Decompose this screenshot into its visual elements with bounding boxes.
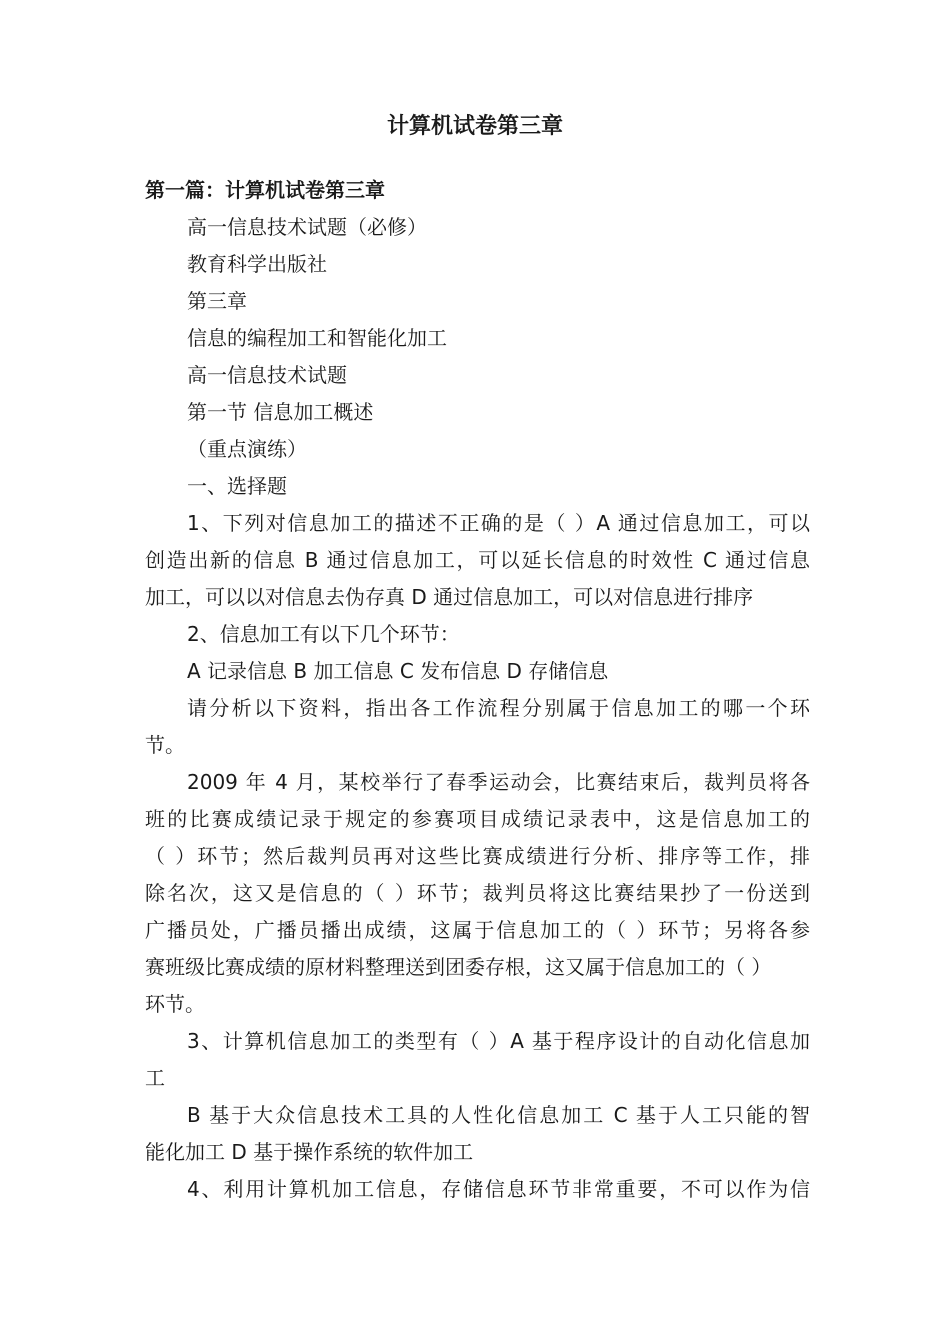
text-line: 4、利用计算机加工信息，存储信息环节非常重要，不可以作为信 <box>187 1177 810 1201</box>
text-line: 除名次，这又是信息的（ ）环节；裁判员将这比赛结果抄了一份送到 <box>145 881 810 905</box>
text-line: 创造出新的信息 B 通过信息加工，可以延长信息的时效性 C 通过信息 <box>145 548 810 572</box>
text-line: 节。 <box>145 733 185 757</box>
document-title: 计算机试卷第三章 <box>386 114 563 139</box>
text-line: 环节。 <box>145 992 205 1016</box>
text-line: 高一信息技术试题（必修） <box>187 215 427 239</box>
text-line: B 基于大众信息技术工具的人性化信息加工 C 基于人工只能的智 <box>187 1103 810 1127</box>
text-line: （ ）环节；然后裁判员再对这些比赛成绩进行分析、排序等工作，排 <box>145 844 810 868</box>
text-line: 第三章 <box>187 289 247 313</box>
text-line: 1、下列对信息加工的描述不正确的是（ ）A 通过信息加工，可以 <box>187 511 810 535</box>
text-line: A 记录信息 B 加工信息 C 发布信息 D 存储信息 <box>187 659 609 683</box>
text-line: 赛班级比赛成绩的原材料整理送到团委存根，这又属于信息加工的（ ） <box>145 955 772 979</box>
text-line: 2009 年 4 月，某校举行了春季运动会，比赛结束后，裁判员将各 <box>187 770 810 794</box>
text-line: （重点演练） <box>187 437 307 461</box>
text-line: 3、计算机信息加工的类型有（ ）A 基于程序设计的自动化信息加 <box>187 1029 810 1053</box>
text-line: 高一信息技术试题 <box>187 363 347 387</box>
text-line: 教育科学出版社 <box>187 252 327 276</box>
text-line: 请分析以下资料，指出各工作流程分别属于信息加工的哪一个环 <box>187 696 810 720</box>
document-body <box>145 209 810 1208</box>
text-line: 信息的编程加工和智能化加工 <box>187 326 447 350</box>
text-line: 广播员处，广播员播出成绩，这属于信息加工的（ ）环节；另将各参 <box>145 918 810 942</box>
text-line: 班的比赛成绩记录于规定的参赛项目成绩记录表中，这是信息加工的 <box>145 807 810 831</box>
section-heading: 第一篇：计算机试卷第三章 <box>145 178 385 202</box>
text-line: 2、信息加工有以下几个环节： <box>187 622 460 646</box>
text-line: 第一节 信息加工概述 <box>187 400 374 424</box>
text-line: 工 <box>145 1066 165 1090</box>
text-line: 一、选择题 <box>187 474 287 498</box>
text-line: 加工，可以以对信息去伪存真 D 通过信息加工，可以对信息进行排序 <box>145 585 754 609</box>
text-line: 能化加工 D 基于操作系统的软件加工 <box>145 1140 474 1164</box>
